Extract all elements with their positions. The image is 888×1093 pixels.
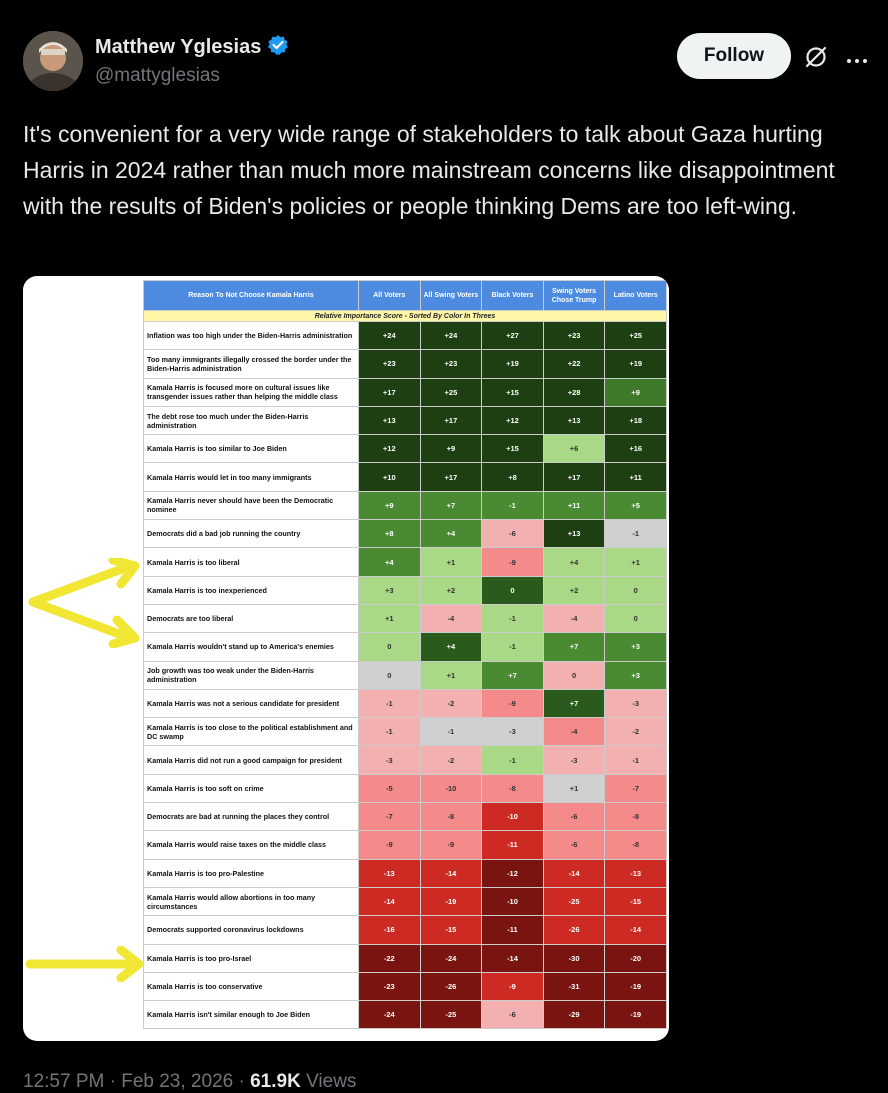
- score-cell: +17: [420, 463, 482, 491]
- score-cell: -1: [482, 633, 544, 661]
- score-cell: 0: [605, 576, 667, 604]
- table-header-col: All Swing Voters: [420, 281, 482, 311]
- score-cell: 0: [482, 576, 544, 604]
- reason-cell: Democrats are bad at running the places they control: [144, 803, 359, 831]
- score-cell: +17: [420, 406, 482, 434]
- score-cell: +15: [482, 435, 544, 463]
- score-cell: +22: [543, 350, 605, 378]
- table-header-col: Latino Voters: [605, 281, 667, 311]
- table-subheader-row: [144, 311, 667, 322]
- score-cell: -1: [605, 746, 667, 774]
- score-cell: -9: [482, 972, 544, 1000]
- score-cell: -25: [543, 887, 605, 915]
- score-cell: -9: [420, 831, 482, 859]
- score-cell: -8: [420, 803, 482, 831]
- score-cell: -3: [543, 746, 605, 774]
- score-cell: +28: [543, 378, 605, 406]
- annotation-arrow-single: [25, 946, 147, 982]
- grok-icon[interactable]: [803, 44, 829, 70]
- score-cell: 0: [359, 661, 421, 689]
- reason-cell: Kamala Harris is too similar to Joe Biden: [144, 435, 359, 463]
- score-cell: -7: [605, 774, 667, 802]
- score-cell: +3: [605, 633, 667, 661]
- score-cell: -4: [543, 604, 605, 632]
- reason-cell: Kamala Harris is too liberal: [144, 548, 359, 576]
- score-cell: +7: [420, 491, 482, 519]
- score-cell: +1: [420, 548, 482, 576]
- score-cell: -30: [543, 944, 605, 972]
- table-header-reason: Reason To Not Choose Kamala Harris: [144, 281, 359, 311]
- verified-badge-icon: [267, 34, 289, 61]
- table-row: [144, 831, 667, 859]
- score-cell: -10: [482, 887, 544, 915]
- score-cell: +4: [420, 520, 482, 548]
- score-cell: -20: [605, 944, 667, 972]
- score-cell: -26: [543, 916, 605, 944]
- table-header-col: Black Voters: [482, 281, 544, 311]
- author-handle[interactable]: @mattyglesias: [95, 65, 220, 86]
- table-row: [144, 887, 667, 915]
- reason-cell: Inflation was too high under the Biden-Harris administration: [144, 322, 359, 350]
- score-cell: +23: [543, 322, 605, 350]
- score-cell: +2: [420, 576, 482, 604]
- score-cell: +9: [420, 435, 482, 463]
- reason-cell: Kamala Harris is focused more on cultural issues like transgender issues rather than helping the middle class: [144, 378, 359, 406]
- score-cell: -9: [482, 548, 544, 576]
- score-cell: +18: [605, 406, 667, 434]
- author-display-name[interactable]: Matthew Yglesias: [95, 36, 262, 58]
- score-cell: -15: [605, 887, 667, 915]
- score-cell: -14: [543, 859, 605, 887]
- score-cell: +3: [359, 576, 421, 604]
- table-subheader: Relative Importance Score - Sorted By Color In Threes: [144, 311, 667, 322]
- reason-cell: Kamala Harris is too soft on crime: [144, 774, 359, 802]
- reason-cell: Kamala Harris never should have been the Democratic nominee: [144, 491, 359, 519]
- views-label: Views: [306, 1071, 357, 1092]
- score-cell: -24: [359, 1001, 421, 1029]
- table-row: [144, 916, 667, 944]
- score-cell: -8: [482, 774, 544, 802]
- score-cell: +11: [605, 463, 667, 491]
- score-cell: +27: [482, 322, 544, 350]
- score-cell: -12: [482, 859, 544, 887]
- table-row: [144, 972, 667, 1000]
- score-cell: -24: [420, 944, 482, 972]
- score-cell: -15: [420, 916, 482, 944]
- score-cell: -1: [359, 718, 421, 746]
- score-cell: -14: [359, 887, 421, 915]
- score-cell: +23: [359, 350, 421, 378]
- tweet-time: 12:57 PM: [23, 1071, 105, 1092]
- score-cell: -16: [359, 916, 421, 944]
- table-header-row: [144, 281, 667, 311]
- reason-cell: Kamala Harris is too inexperienced: [144, 576, 359, 604]
- score-cell: -2: [420, 746, 482, 774]
- reason-cell: Kamala Harris was not a serious candidate for president: [144, 689, 359, 717]
- avatar[interactable]: [23, 31, 83, 91]
- score-cell: +3: [605, 661, 667, 689]
- table-row: [144, 746, 667, 774]
- follow-button[interactable]: Follow: [677, 33, 791, 79]
- score-cell: -25: [420, 1001, 482, 1029]
- score-cell: +4: [359, 548, 421, 576]
- table-row: [144, 689, 667, 717]
- reason-cell: Kamala Harris isn't similar enough to Joe Biden: [144, 1001, 359, 1029]
- score-cell: -1: [605, 520, 667, 548]
- reason-cell: Kamala Harris did not run a good campaign for president: [144, 746, 359, 774]
- score-cell: +7: [482, 661, 544, 689]
- data-table: [143, 280, 667, 1029]
- reason-cell: Kamala Harris is too pro-Israel: [144, 944, 359, 972]
- score-cell: -10: [482, 803, 544, 831]
- score-cell: -1: [359, 689, 421, 717]
- score-cell: +19: [482, 350, 544, 378]
- score-cell: +25: [605, 322, 667, 350]
- score-cell: +11: [543, 491, 605, 519]
- reason-cell: Democrats did a bad job running the country: [144, 520, 359, 548]
- score-cell: -14: [482, 944, 544, 972]
- score-cell: -26: [420, 972, 482, 1000]
- score-cell: -5: [359, 774, 421, 802]
- tweet-text: It's convenient for a very wide range of stakeholders to talk about Gaza hurting Harris in 2024 rather than much more mainstream concerns like disappointment with the results of Biden's policies or people thinking Dems are too left-wing.: [23, 121, 835, 219]
- reason-cell: Too many immigrants illegally crossed the border under the Biden-Harris administration: [144, 350, 359, 378]
- reason-cell: Job growth was too weak under the Biden-Harris administration: [144, 661, 359, 689]
- score-cell: +12: [482, 406, 544, 434]
- score-cell: +8: [482, 463, 544, 491]
- table-row: [144, 520, 667, 548]
- score-cell: -13: [359, 859, 421, 887]
- score-cell: +13: [359, 406, 421, 434]
- table-row: [144, 604, 667, 632]
- more-icon[interactable]: [846, 52, 868, 60]
- score-cell: -19: [420, 887, 482, 915]
- table-row: [144, 1001, 667, 1029]
- score-cell: +10: [359, 463, 421, 491]
- score-cell: -1: [482, 746, 544, 774]
- score-cell: -9: [359, 831, 421, 859]
- score-cell: +2: [543, 576, 605, 604]
- score-cell: +25: [420, 378, 482, 406]
- score-cell: 0: [605, 604, 667, 632]
- score-cell: -31: [543, 972, 605, 1000]
- score-cell: -1: [482, 491, 544, 519]
- score-cell: +16: [605, 435, 667, 463]
- score-cell: +6: [543, 435, 605, 463]
- table-header-col: All Voters: [359, 281, 421, 311]
- table-row: [144, 322, 667, 350]
- score-cell: +5: [605, 491, 667, 519]
- score-cell: -14: [420, 859, 482, 887]
- score-cell: -6: [482, 520, 544, 548]
- score-cell: +15: [482, 378, 544, 406]
- reason-cell: Kamala Harris is too conservative: [144, 972, 359, 1000]
- score-cell: -6: [482, 1001, 544, 1029]
- table-row: [144, 633, 667, 661]
- score-cell: +9: [359, 491, 421, 519]
- table-row: [144, 718, 667, 746]
- reason-cell: Kamala Harris is too close to the political establishment and DC swamp: [144, 718, 359, 746]
- score-cell: -29: [543, 1001, 605, 1029]
- score-cell: -19: [605, 1001, 667, 1029]
- score-cell: -2: [605, 718, 667, 746]
- score-cell: +4: [543, 548, 605, 576]
- reason-cell: Kamala Harris would raise taxes on the middle class: [144, 831, 359, 859]
- table-row: [144, 350, 667, 378]
- score-cell: +1: [605, 548, 667, 576]
- tweet-timestamp[interactable]: 12:57 PM · Feb 23, 2026 · 61.9K Views: [23, 1071, 357, 1092]
- score-cell: -22: [359, 944, 421, 972]
- reason-cell: The debt rose too much under the Biden-Harris administration: [144, 406, 359, 434]
- score-cell: +1: [359, 604, 421, 632]
- score-cell: -1: [420, 718, 482, 746]
- score-cell: +4: [420, 633, 482, 661]
- score-cell: 0: [359, 633, 421, 661]
- table-row: [144, 576, 667, 604]
- score-cell: -10: [420, 774, 482, 802]
- table-row: [144, 803, 667, 831]
- score-cell: -4: [543, 718, 605, 746]
- score-cell: -1: [482, 604, 544, 632]
- score-cell: 0: [543, 661, 605, 689]
- score-cell: -23: [359, 972, 421, 1000]
- score-cell: -3: [359, 746, 421, 774]
- reason-cell: Democrats are too liberal: [144, 604, 359, 632]
- table-row: [144, 378, 667, 406]
- score-cell: +1: [420, 661, 482, 689]
- tweet-date: Feb 23, 2026: [121, 1071, 234, 1092]
- score-cell: -6: [543, 803, 605, 831]
- score-cell: -14: [605, 916, 667, 944]
- score-cell: +12: [359, 435, 421, 463]
- score-cell: -11: [482, 916, 544, 944]
- score-cell: +7: [543, 689, 605, 717]
- table-row: [144, 435, 667, 463]
- score-cell: +9: [605, 378, 667, 406]
- score-cell: -8: [605, 803, 667, 831]
- reason-cell: Kamala Harris is too pro-Palestine: [144, 859, 359, 887]
- score-cell: +8: [359, 520, 421, 548]
- score-cell: +23: [420, 350, 482, 378]
- score-cell: -13: [605, 859, 667, 887]
- score-cell: -8: [605, 831, 667, 859]
- score-cell: +17: [359, 378, 421, 406]
- score-cell: +24: [420, 322, 482, 350]
- reason-cell: Kamala Harris wouldn't stand up to America's enemies: [144, 633, 359, 661]
- table-header-col: Swing Voters Chose Trump: [543, 281, 605, 311]
- score-cell: -4: [420, 604, 482, 632]
- score-cell: +19: [605, 350, 667, 378]
- score-cell: +1: [543, 774, 605, 802]
- table-row: [144, 491, 667, 519]
- score-cell: +13: [543, 406, 605, 434]
- views-count: 61.9K: [250, 1071, 301, 1092]
- score-cell: -6: [543, 831, 605, 859]
- reason-cell: Democrats supported coronavirus lockdowns: [144, 916, 359, 944]
- annotation-arrow-double: [25, 558, 145, 648]
- reason-cell: Kamala Harris would let in too many immigrants: [144, 463, 359, 491]
- table-row: [144, 406, 667, 434]
- score-cell: +24: [359, 322, 421, 350]
- score-cell: -7: [359, 803, 421, 831]
- score-cell: -11: [482, 831, 544, 859]
- table-row: [144, 774, 667, 802]
- reason-cell: Kamala Harris would allow abortions in too many circumstances: [144, 887, 359, 915]
- table-row: [144, 944, 667, 972]
- score-cell: -3: [482, 718, 544, 746]
- table-row: [144, 548, 667, 576]
- score-cell: -19: [605, 972, 667, 1000]
- table-row: [144, 463, 667, 491]
- score-cell: +7: [543, 633, 605, 661]
- tweet-image[interactable]: [23, 276, 669, 1041]
- score-cell: -3: [605, 689, 667, 717]
- table-row: [144, 859, 667, 887]
- score-cell: -9: [482, 689, 544, 717]
- table-row: [144, 661, 667, 689]
- score-cell: +13: [543, 520, 605, 548]
- score-cell: -2: [420, 689, 482, 717]
- score-cell: +17: [543, 463, 605, 491]
